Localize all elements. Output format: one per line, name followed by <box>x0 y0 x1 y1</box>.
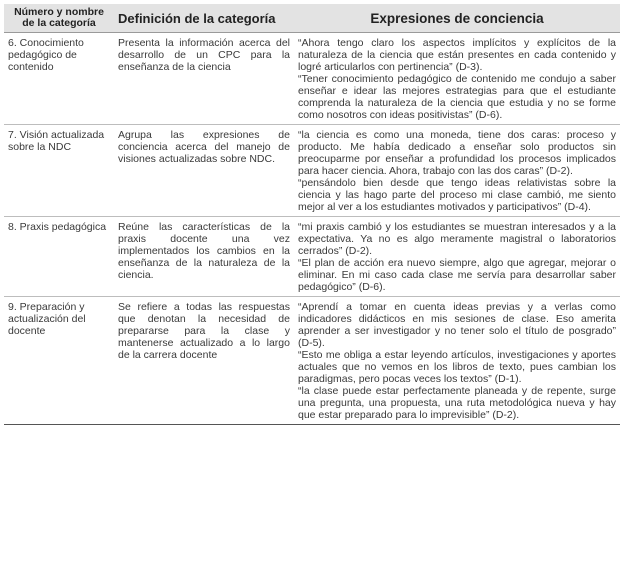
table-row <box>4 125 620 217</box>
category-definition: Presenta la información acerca del desarrollo de un CPC para la enseñanza de la ciencia <box>114 33 294 125</box>
category-name: 6. Conocimiento pedagógico de contenido <box>4 33 114 125</box>
quote: “mi praxis cambió y los estudiantes se muestran interesados y a la expectativa. Ya no es algo meramente magistral o laboratorios cerrados” (D-2). <box>298 221 616 257</box>
category-definition: Agrupa las expresiones de conciencia acerca del manejo de visiones actualizadas sobre NDC. <box>114 125 294 217</box>
category-name: 7. Visión actualizada sobre la NDC <box>4 125 114 217</box>
category-definition: Se refiere a todas las respuestas que denotan la necesidad de prepararse para la clase y mantenerse actualizado a lo largo de la carrera docente <box>114 297 294 425</box>
table-row <box>4 217 620 297</box>
quote: “la clase puede estar perfectamente planeada y de repente, surge una pregunta, una propuesta, una ruta metodológica nueva y hay que estar preparado para lo imprevisible” (D-2). <box>298 385 616 421</box>
category-name: 9. Preparación y actualización del docente <box>4 297 114 425</box>
category-expressions <box>294 125 620 217</box>
category-definition: Reúne las características de la praxis docente una vez implementados los cambios en la enseñanza de la naturaleza de la ciencia. <box>114 217 294 297</box>
category-name: 8. Praxis pedagógica <box>4 217 114 297</box>
quote: “El plan de acción era nuevo siempre, algo que agregar, mejorar o eliminar. En mi caso cada clase me servía para desarrollar saber pedagógico” (D-6). <box>298 257 616 293</box>
header-definition: Definición de la categoría <box>114 4 294 33</box>
table-row <box>4 33 620 125</box>
category-expressions <box>294 33 620 125</box>
header-name: Número y nombre de la categoría <box>4 4 114 33</box>
header-expressions: Expresiones de conciencia <box>294 4 620 33</box>
header-row <box>4 4 620 33</box>
table-row <box>4 297 620 425</box>
quote: “Tener conocimiento pedagógico de contenido me condujo a saber enseñar e idear las mejores estrategias para que el estudiante comprenda la naturaleza de la ciencia que estudia y no se forme como nosotros con ideas positivistas” (D-6). <box>298 73 616 121</box>
quote: “la ciencia es como una moneda, tiene dos caras: proceso y producto. Me había dedicado a enseñar solo productos sin preocuparme por enseñar a profundidad los procesos implicados para hacer ciencia. Ahora, trabajo con las dos caras” (D-2). <box>298 129 616 177</box>
categories-table <box>4 4 620 425</box>
quote: “Esto me obliga a estar leyendo artículos, investigaciones y aportes actuales que no vemos en los libros de texto, pues cambian los paradigmas, pero pocas veces los textos” (D-1). <box>298 349 616 385</box>
category-expressions <box>294 217 620 297</box>
quote: “Aprendí a tomar en cuenta ideas previas y a verlas como indicadores didácticos en mis sesiones de clase. Eso amerita aprender a ser investigador y no tener solo el título de posgrado” (D-5). <box>298 301 616 349</box>
quote: “Ahora tengo claro los aspectos implícitos y explícitos de la naturaleza de la ciencia que están presentes en cada contenido y logré articularlos con pertinencia” (D-3). <box>298 37 616 73</box>
quote: “pensándolo bien desde que tengo ideas relativistas sobre la ciencia y las hago parte del proceso mi clase cambió, me siento mejor al ver a los estudiantes motivados y participativos” (D-4). <box>298 177 616 213</box>
category-expressions <box>294 297 620 425</box>
